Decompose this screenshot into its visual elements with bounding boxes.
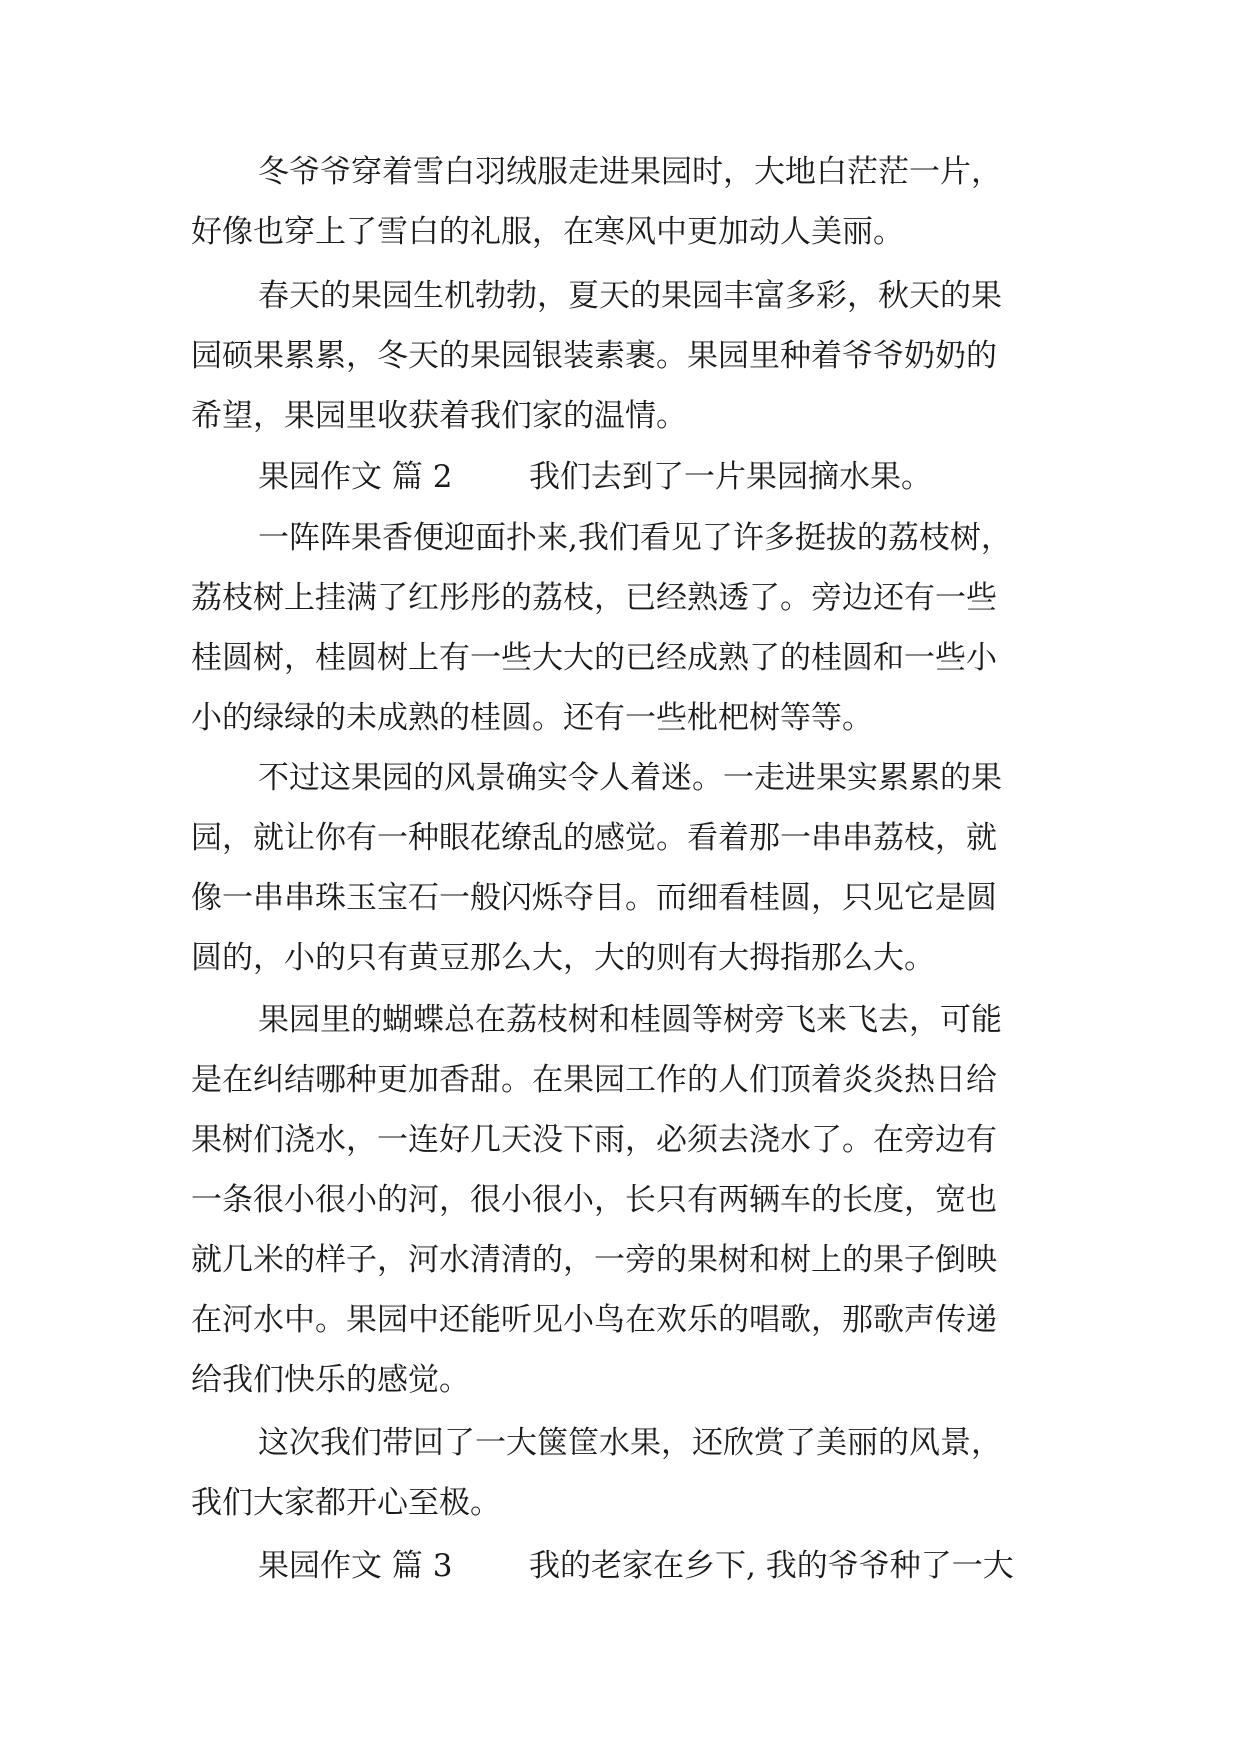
text-line: 冬爷爷穿着雪白羽绒服走进果园时，大地白茫茫一片， [258,154,1002,190]
section-lead-text: 我的老家在乡下, 我的爷爷种了一大 [529,1548,1014,1584]
text-line: 圆的，小的只有黄豆那么大，大的则有大拇指那么大。 [191,940,935,976]
text-line: 一条很小很小的河，很小很小，长只有两辆车的长度，宽也 [191,1182,997,1218]
paragraph-line [0,568,1241,628]
text-line: 园，就让你有一种眼花缭乱的感觉。看着那一串串荔枝，就 [191,820,997,856]
section-title: 果园作文 篇 2 [258,459,453,495]
text-line: 给我们快乐的感觉。 [191,1362,470,1398]
text-line: 一阵阵果香便迎面扑来,我们看见了许多挺拔的荔枝树， [258,520,1012,556]
paragraph-line [0,990,1241,1050]
paragraph-line [0,868,1241,928]
paragraph-line [0,1290,1241,1350]
text-line: 就几米的样子，河水清清的，一旁的果树和树上的果子倒映 [191,1242,997,1278]
section-title: 果园作文 篇 3 [258,1548,453,1584]
paragraph-line [0,326,1241,386]
section-heading [0,1536,1241,1596]
text-line: 果园里的蝴蝶总在荔枝树和桂圆等树旁飞来飞去，可能 [258,1002,1002,1038]
paragraph-line [0,928,1241,988]
paragraph-line [0,1230,1241,1290]
text-line: 这次我们带回了一大箧筐水果，还欣赏了美丽的风景， [258,1425,1002,1461]
text-line: 果树们浇水，一连好几天没下雨，必须去浇水了。在旁边有 [191,1122,997,1158]
section-lead-text: 我们去到了一片果园摘水果。 [529,459,932,495]
text-line: 像一串串珠玉宝石一般闪烁夺目。而细看桂圆，只见它是圆 [191,880,997,916]
paragraph-line [0,1050,1241,1110]
text-line: 荔枝树上挂满了红彤彤的荔枝，已经熟透了。旁边还有一些 [191,580,997,616]
paragraph-line [0,688,1241,748]
text-line: 不过这果园的风景确实令人着迷。一走进果实累累的果 [258,760,1002,796]
text-line: 是在纠结哪种更加香甜。在果园工作的人们顶着炎炎热日给 [191,1062,997,1098]
paragraph-line [0,202,1241,262]
text-line: 希望，果园里收获着我们家的温情。 [191,398,687,434]
section-heading [0,447,1241,507]
text-line: 园硕果累累，冬天的果园银装素裹。果园里种着爷爷奶奶的 [191,338,997,374]
text-line: 小的绿绿的未成熟的桂圆。还有一些枇杷树等等。 [191,700,873,736]
paragraph-line [0,1350,1241,1410]
text-line: 我们大家都开心至极。 [191,1485,501,1521]
text-line: 春天的果园生机勃勃，夏天的果园丰富多彩，秋天的果 [258,278,1002,314]
paragraph-line [0,508,1241,568]
text-line: 在河水中。果园中还能听见小鸟在欢乐的唱歌，那歌声传递 [191,1302,997,1338]
paragraph-line [0,142,1241,202]
text-line: 好像也穿上了雪白的礼服，在寒风中更加动人美丽。 [191,214,904,250]
paragraph-line [0,1110,1241,1170]
paragraph-line [0,266,1241,326]
paragraph-line [0,1473,1241,1533]
paragraph-line [0,1413,1241,1473]
paragraph-line [0,748,1241,808]
paragraph-line [0,1170,1241,1230]
text-line: 桂圆树，桂圆树上有一些大大的已经成熟了的桂圆和一些小 [191,640,997,676]
paragraph-line [0,808,1241,868]
paragraph-line [0,386,1241,446]
paragraph-line [0,628,1241,688]
